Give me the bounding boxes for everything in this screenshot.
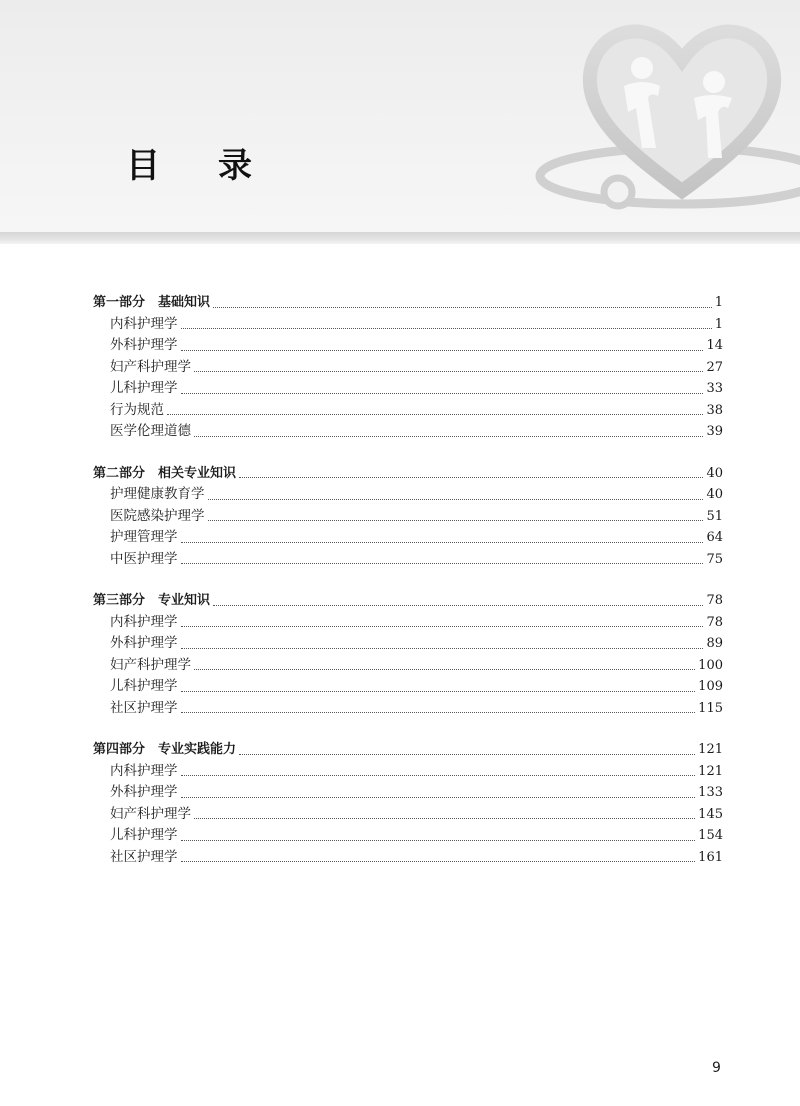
header-banner-edge [0,232,800,244]
toc-section [93,292,723,443]
toc-chapter-label: 儿科护理学 [110,827,178,843]
dot-leader [181,393,704,394]
dot-leader [194,371,703,372]
toc-chapter-entry[interactable] [93,804,723,826]
toc-chapter-entry[interactable] [93,825,723,847]
dot-leader [181,626,704,627]
toc-page-number: 40 [706,465,723,481]
toc-chapter-entry[interactable] [93,633,723,655]
toc-page-number: 154 [698,828,723,843]
toc-part-label: 第一部分 基础知识 [93,295,211,310]
toc-page-number: 115 [698,700,723,716]
toc-page-number: 133 [698,785,723,800]
toc-part-label: 第三部分 专业知识 [93,593,211,608]
toc-chapter-label: 护理管理学 [110,529,178,545]
toc-part-label: 第四部分 专业实践能力 [93,742,237,757]
heart-stethoscope-logo-icon [532,16,800,226]
dot-leader [181,563,704,564]
dot-leader [181,328,712,329]
toc-section [93,739,723,868]
toc-chapter-entry[interactable] [93,676,723,698]
toc-page-number: 78 [706,614,723,630]
toc-chapter-label: 医院感染护理学 [110,507,205,524]
toc-page-number: 64 [706,530,723,545]
toc-chapter-label: 妇产科护理学 [110,656,191,673]
dot-leader [181,712,696,713]
toc-chapter-entry[interactable] [93,698,723,720]
toc-chapter-label: 社区护理学 [110,699,178,716]
toc-chapter-entry[interactable] [93,612,723,634]
toc-page-number: 78 [706,593,723,608]
toc-chapter-entry[interactable] [93,314,723,336]
toc-page-number: 33 [706,381,723,396]
toc-chapter-label: 内科护理学 [110,315,178,332]
dot-leader [208,520,704,521]
toc-part-entry[interactable] [93,463,723,485]
toc-chapter-entry[interactable] [93,378,723,400]
toc-chapter-label: 外科护理学 [110,784,178,800]
toc-page-number: 1 [714,295,723,310]
toc-chapter-label: 妇产科护理学 [110,358,191,375]
dot-leader [181,797,696,798]
toc-chapter-label: 外科护理学 [110,635,178,651]
dot-leader [239,754,695,755]
toc-part-label: 第二部分 相关专业知识 [93,465,237,481]
dot-leader [181,691,696,692]
toc-chapter-label: 儿科护理学 [110,678,178,694]
toc-chapter-entry[interactable] [93,506,723,528]
toc-page-number: 39 [706,424,723,439]
toc-chapter-label: 妇产科护理学 [110,805,191,822]
page-number: 9 [712,1060,721,1076]
toc-page-number: 27 [706,359,723,375]
dot-leader [194,669,695,670]
toc-chapter-entry[interactable] [93,484,723,506]
dot-leader [239,477,703,478]
toc-chapter-label: 内科护理学 [110,613,178,630]
toc-page-number: 121 [698,763,723,779]
toc-page-number: 14 [706,338,723,353]
toc-chapter-entry[interactable] [93,847,723,869]
toc-chapter-label: 社区护理学 [110,848,178,865]
toc-chapter-label: 护理健康教育学 [110,486,205,502]
toc-chapter-entry[interactable] [93,421,723,443]
dot-leader [181,542,704,543]
toc-chapter-label: 行为规范 [110,401,164,418]
dot-leader [181,350,704,351]
toc-page-number: 38 [706,402,723,418]
dot-leader [213,307,712,308]
toc-page-number: 75 [706,551,723,567]
toc-chapter-label: 中医护理学 [110,550,178,567]
toc-chapter-entry[interactable] [93,549,723,571]
toc-chapter-entry[interactable] [93,357,723,379]
toc-chapter-entry[interactable] [93,655,723,677]
toc-section [93,463,723,571]
toc-chapter-label: 儿科护理学 [110,380,178,396]
toc-chapter-entry[interactable] [93,335,723,357]
toc-chapter-entry[interactable] [93,527,723,549]
toc-chapter-label: 内科护理学 [110,762,178,779]
toc-chapter-entry[interactable] [93,761,723,783]
table-of-contents [93,292,723,888]
dot-leader [194,436,703,437]
dot-leader [208,499,704,500]
toc-page-number: 1 [714,316,723,332]
toc-part-entry[interactable] [93,739,723,761]
dot-leader [181,648,704,649]
dot-leader [181,840,696,841]
toc-chapter-entry[interactable] [93,400,723,422]
toc-page-number: 51 [706,508,723,524]
toc-page-number: 145 [698,806,723,822]
toc-page-number: 161 [698,849,723,865]
toc-part-entry[interactable] [93,590,723,612]
dot-leader [181,861,696,862]
toc-page-number: 109 [698,679,723,694]
toc-section [93,590,723,719]
dot-leader [181,775,696,776]
toc-page-number: 89 [706,636,723,651]
toc-chapter-label: 医学伦理道德 [110,423,191,439]
toc-chapter-label: 外科护理学 [110,337,178,353]
dot-leader [167,414,703,415]
toc-part-entry[interactable] [93,292,723,314]
toc-chapter-entry[interactable] [93,782,723,804]
dot-leader [213,605,703,606]
toc-page-number: 40 [706,487,723,502]
toc-page-number: 100 [698,657,723,673]
page-title: 目录 [126,146,310,186]
dot-leader [194,818,695,819]
toc-page-number: 121 [698,742,723,757]
